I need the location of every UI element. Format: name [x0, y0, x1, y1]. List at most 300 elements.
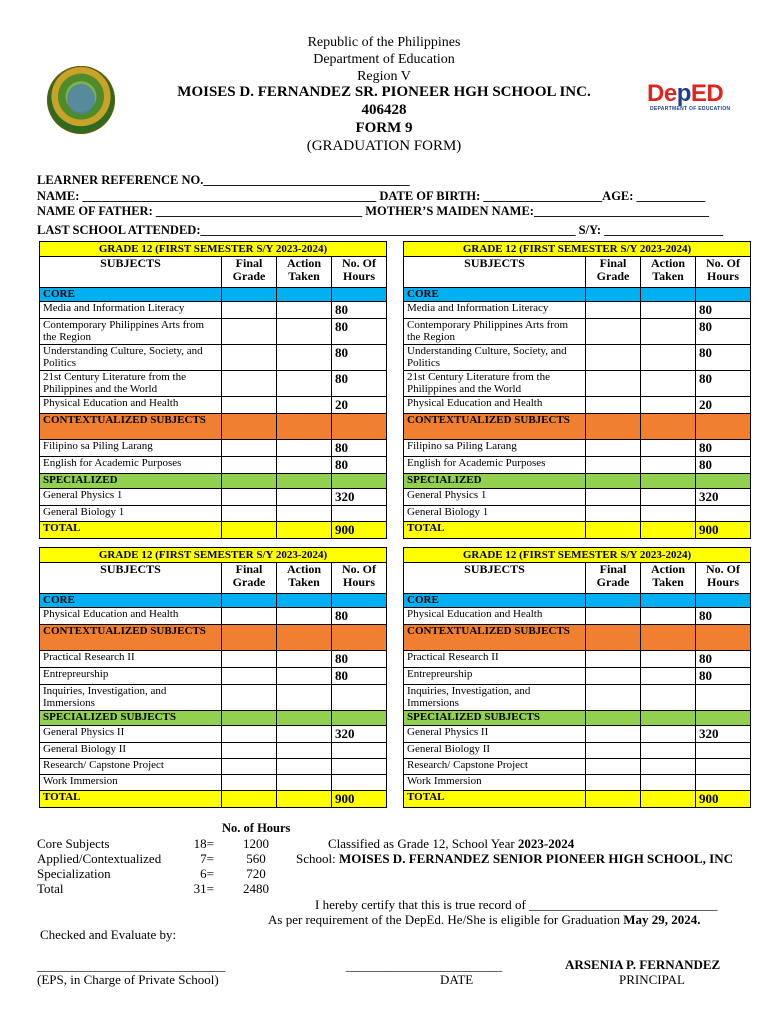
table-title: GRADE 12 (FIRST SEMESTER S/Y 2023-2024) — [40, 242, 387, 257]
subject-label: Inquiries, Investigation, and Immersions — [404, 685, 586, 711]
subject-label: Filipino sa Piling Larang — [404, 440, 586, 457]
final-grade-cell — [222, 759, 277, 775]
final-grade-cell — [586, 440, 641, 457]
grade-table-2 — [403, 241, 751, 539]
action-taken-cell — [277, 726, 332, 743]
subject-label: General Physics II — [404, 726, 586, 743]
subject-label: General Biology II — [40, 743, 222, 759]
principal-name: ARSENIA P. FERNANDEZ — [565, 957, 721, 972]
header-school-id: 406428 — [361, 102, 407, 118]
subject-label: CONTEXTUALIZED SUBJECTS — [404, 625, 586, 651]
section-row — [404, 474, 751, 489]
col-final-grade: Final Grade — [586, 257, 641, 288]
header-region: Region V — [357, 69, 411, 84]
action-taken-cell — [277, 302, 332, 319]
action-taken-cell — [277, 522, 332, 539]
subject-label: Research/ Capstone Project — [404, 759, 586, 775]
subject-row — [40, 506, 387, 522]
subject-row — [404, 651, 751, 668]
subject-label: Work Immersion — [404, 775, 586, 791]
section-row — [40, 474, 387, 489]
hours-cell — [696, 414, 751, 440]
hours-cell — [696, 288, 751, 302]
final-grade-cell — [222, 457, 277, 474]
final-grade-cell — [586, 791, 641, 808]
subject-row — [404, 440, 751, 457]
final-grade-cell — [222, 726, 277, 743]
subject-label: CONTEXTUALIZED SUBJECTS — [40, 414, 222, 440]
subject-row — [40, 397, 387, 414]
final-grade-cell — [222, 711, 277, 726]
subject-label: Physical Education and Health — [40, 397, 222, 414]
hours-cell: 80 — [696, 668, 751, 685]
final-grade-cell — [586, 775, 641, 791]
summary-label: Specialization — [37, 866, 111, 881]
action-taken-cell — [277, 457, 332, 474]
table-title: GRADE 12 (FIRST SEMESTER S/Y 2023-2024) — [404, 548, 751, 563]
final-grade-cell — [586, 288, 641, 302]
action-taken-cell — [277, 759, 332, 775]
final-grade-cell — [222, 319, 277, 345]
school-name-bold: MOISES D. FERNANDEZ SENIOR PIONEER HIGH SCHOOL, INC — [338, 851, 734, 866]
hours-cell — [332, 506, 387, 522]
section-row — [40, 711, 387, 726]
hours-cell — [332, 685, 387, 711]
action-taken-cell — [277, 440, 332, 457]
summary-label: Total — [37, 881, 64, 896]
action-taken-cell — [277, 608, 332, 625]
subject-label: SPECIALIZED SUBJECTS — [40, 711, 222, 726]
final-grade-cell — [222, 594, 277, 608]
header-form-title: FORM 9 — [355, 120, 413, 136]
classified-line — [328, 836, 574, 852]
section-row — [404, 625, 751, 651]
subject-row — [40, 608, 387, 625]
classified-prefix: Classified as Grade 12, School Year — [328, 836, 518, 851]
subject-row — [404, 397, 751, 414]
action-taken-cell — [641, 288, 696, 302]
col-subjects: SUBJECTS — [404, 563, 586, 594]
hours-cell — [696, 685, 751, 711]
action-taken-cell — [277, 625, 332, 651]
subject-label: Media and Information Literacy — [40, 302, 222, 319]
subject-row — [40, 440, 387, 457]
section-row — [404, 594, 751, 608]
action-taken-cell — [641, 668, 696, 685]
hours-cell: 80 — [332, 319, 387, 345]
total-row — [40, 522, 387, 539]
subject-label: General Biology II — [404, 743, 586, 759]
final-grade-cell — [222, 685, 277, 711]
final-grade-cell — [586, 345, 641, 371]
action-taken-cell — [641, 759, 696, 775]
action-taken-cell — [277, 319, 332, 345]
subject-label: SPECIALIZED — [40, 474, 222, 489]
subject-label: General Physics II — [40, 726, 222, 743]
hours-cell: 900 — [332, 522, 387, 539]
total-row — [404, 522, 751, 539]
father-name-field: NAME OF FATHER: _________________________________ MOTHER’S MAIDEN NAME:____________________________ — [37, 204, 709, 218]
hours-cell: 320 — [696, 726, 751, 743]
action-taken-cell — [641, 489, 696, 506]
summary-hours-header: No. of Hours — [222, 821, 291, 835]
action-taken-cell — [277, 791, 332, 808]
subject-row — [40, 345, 387, 371]
final-grade-cell — [222, 625, 277, 651]
graduation-date: May 29, 2024. — [623, 912, 701, 927]
action-taken-cell — [641, 474, 696, 489]
col-hours: No. Of Hours — [696, 563, 751, 594]
final-grade-cell — [586, 414, 641, 440]
col-hours: No. Of Hours — [696, 257, 751, 288]
action-taken-cell — [641, 457, 696, 474]
subject-label: Physical Education and Health — [404, 397, 586, 414]
final-grade-cell — [222, 397, 277, 414]
final-grade-cell — [222, 791, 277, 808]
subject-label: Entrepreurship — [40, 668, 222, 685]
hours-cell: 80 — [696, 440, 751, 457]
summary-hours: 720 — [246, 866, 266, 881]
table-title: GRADE 12 (FIRST SEMESTER S/Y 2023-2024) — [404, 242, 751, 257]
subject-label: CORE — [40, 288, 222, 302]
final-grade-cell — [222, 608, 277, 625]
subject-row — [40, 775, 387, 791]
subject-label: English for Academic Purposes — [40, 457, 222, 474]
subject-label: TOTAL — [40, 791, 222, 808]
final-grade-cell — [586, 397, 641, 414]
final-grade-cell — [222, 522, 277, 539]
action-taken-cell — [277, 371, 332, 397]
final-grade-cell — [222, 288, 277, 302]
col-final-grade: Final Grade — [586, 563, 641, 594]
subject-row — [40, 457, 387, 474]
subject-label: Contemporary Philippines Arts from the Region — [404, 319, 586, 345]
total-row — [404, 791, 751, 808]
final-grade-cell — [586, 726, 641, 743]
action-taken-cell — [641, 414, 696, 440]
subject-row — [40, 489, 387, 506]
hours-cell — [332, 414, 387, 440]
hours-cell: 80 — [696, 371, 751, 397]
classified-year: 2023-2024 — [517, 836, 575, 851]
hours-cell — [332, 594, 387, 608]
summary-label: Core Subjects — [37, 836, 110, 851]
hours-cell: 80 — [332, 345, 387, 371]
hours-cell: 320 — [332, 726, 387, 743]
action-taken-cell — [277, 489, 332, 506]
subject-row — [404, 759, 751, 775]
hours-cell — [332, 711, 387, 726]
final-grade-cell — [586, 319, 641, 345]
date-label: DATE — [440, 972, 474, 987]
subject-label: TOTAL — [404, 791, 586, 808]
hours-cell: 320 — [696, 489, 751, 506]
summary-hours: 560 — [246, 851, 266, 866]
subject-row — [404, 668, 751, 685]
subject-label: SPECIALIZED SUBJECTS — [404, 711, 586, 726]
school-line — [296, 851, 733, 867]
hours-cell: 80 — [332, 608, 387, 625]
col-final-grade: Final Grade — [222, 563, 277, 594]
section-row — [404, 288, 751, 302]
final-grade-cell — [222, 775, 277, 791]
deped-logo: DepED DEPARTMENT OF EDUCATION — [647, 80, 731, 112]
action-taken-cell — [641, 345, 696, 371]
hours-cell — [696, 711, 751, 726]
final-grade-cell — [586, 594, 641, 608]
hours-cell: 320 — [332, 489, 387, 506]
final-grade-cell — [586, 711, 641, 726]
hours-cell — [696, 594, 751, 608]
subject-row — [40, 743, 387, 759]
subject-label: Practical Research II — [404, 651, 586, 668]
final-grade-cell — [586, 651, 641, 668]
subject-label: General Physics 1 — [40, 489, 222, 506]
action-taken-cell — [641, 651, 696, 668]
summary-label: Applied/Contextualized — [37, 851, 162, 866]
final-grade-cell — [586, 759, 641, 775]
hours-cell: 80 — [696, 302, 751, 319]
certify-prefix: As per requirement of the DepEd. He/She is eligible for Graduation — [268, 912, 624, 927]
subject-label: English for Academic Purposes — [404, 457, 586, 474]
final-grade-cell — [586, 302, 641, 319]
subject-row — [40, 685, 387, 711]
section-row — [40, 594, 387, 608]
action-taken-cell — [277, 743, 332, 759]
action-taken-cell — [277, 668, 332, 685]
final-grade-cell — [586, 506, 641, 522]
summary-count: 6= — [200, 866, 214, 881]
hours-cell: 80 — [696, 345, 751, 371]
subject-label: Understanding Culture, Society, and Politics — [40, 345, 222, 371]
hours-cell: 80 — [332, 668, 387, 685]
action-taken-cell — [277, 685, 332, 711]
hours-cell — [696, 775, 751, 791]
subject-row — [40, 759, 387, 775]
final-grade-cell — [586, 457, 641, 474]
subject-label: Filipino sa Piling Larang — [40, 440, 222, 457]
action-taken-cell — [277, 474, 332, 489]
final-grade-cell — [222, 474, 277, 489]
subject-label: SPECIALIZED — [404, 474, 586, 489]
action-taken-cell — [641, 319, 696, 345]
hours-cell — [696, 759, 751, 775]
learner-name-field: NAME: _______________________________________________ DATE OF BIRTH: ___________________AGE: ___________ — [37, 189, 706, 203]
hours-cell: 80 — [332, 302, 387, 319]
subject-label: General Physics 1 — [404, 489, 586, 506]
subject-label: CONTEXTUALIZED SUBJECTS — [404, 414, 586, 440]
subject-row — [404, 489, 751, 506]
action-taken-cell — [641, 302, 696, 319]
col-subjects: SUBJECTS — [404, 257, 586, 288]
hours-cell: 80 — [332, 457, 387, 474]
action-taken-cell — [641, 711, 696, 726]
subject-row — [404, 685, 751, 711]
col-hours: No. Of Hours — [332, 563, 387, 594]
subject-label: Media and Information Literacy — [404, 302, 586, 319]
subject-row — [40, 319, 387, 345]
subject-row — [40, 651, 387, 668]
action-taken-cell — [641, 371, 696, 397]
hours-cell: 900 — [696, 522, 751, 539]
hours-cell: 80 — [332, 440, 387, 457]
learner-reference-field: LEARNER REFERENCE NO._________________________________ — [37, 173, 410, 187]
final-grade-cell — [586, 625, 641, 651]
final-grade-cell — [586, 743, 641, 759]
header-department: Department of Education — [313, 52, 455, 67]
hours-cell: 80 — [696, 319, 751, 345]
final-grade-cell — [222, 489, 277, 506]
subject-label: Research/ Capstone Project — [40, 759, 222, 775]
summary-count: 18= — [193, 836, 214, 851]
hours-cell: 80 — [332, 651, 387, 668]
subject-label: Practical Research II — [40, 651, 222, 668]
col-hours: No. Of Hours — [332, 257, 387, 288]
grade-table-4 — [403, 547, 751, 808]
col-action-taken: Action Taken — [641, 563, 696, 594]
hours-cell: 900 — [696, 791, 751, 808]
action-taken-cell — [641, 726, 696, 743]
action-taken-cell — [641, 685, 696, 711]
final-grade-cell — [222, 371, 277, 397]
subject-row — [40, 371, 387, 397]
action-taken-cell — [277, 345, 332, 371]
principal-title: PRINCIPAL — [619, 972, 685, 987]
subject-label: Physical Education and Health — [40, 608, 222, 625]
final-grade-cell — [222, 668, 277, 685]
action-taken-cell — [641, 594, 696, 608]
date-signature-line: ________________________ — [346, 958, 502, 973]
subject-label: CORE — [40, 594, 222, 608]
subject-row — [40, 302, 387, 319]
section-row — [404, 414, 751, 440]
eps-label: (EPS, in Charge of Private School) — [37, 972, 219, 987]
header-school-name: MOISES D. FERNANDEZ SR. PIONEER HGH SCHOOL INC. — [177, 84, 591, 100]
total-row — [40, 791, 387, 808]
subject-row — [404, 345, 751, 371]
action-taken-cell — [277, 397, 332, 414]
header-republic: Republic of the Philippines — [307, 35, 461, 50]
action-taken-cell — [641, 506, 696, 522]
final-grade-cell — [222, 651, 277, 668]
action-taken-cell — [277, 288, 332, 302]
action-taken-cell — [641, 625, 696, 651]
subject-label: TOTAL — [40, 522, 222, 539]
subject-row — [404, 457, 751, 474]
final-grade-cell — [222, 506, 277, 522]
subject-row — [404, 302, 751, 319]
subject-label: 21st Century Literature from the Philippines and the World — [40, 371, 222, 397]
action-taken-cell — [277, 506, 332, 522]
section-row — [40, 288, 387, 302]
subject-row — [404, 775, 751, 791]
subject-label: General Biology 1 — [40, 506, 222, 522]
hours-cell: 900 — [332, 791, 387, 808]
action-taken-cell — [641, 608, 696, 625]
action-taken-cell — [641, 775, 696, 791]
action-taken-cell — [277, 775, 332, 791]
summary-count: 31= — [193, 881, 214, 896]
final-grade-cell — [222, 440, 277, 457]
subject-label: CORE — [404, 594, 586, 608]
eps-signature-line: _____________________________ — [37, 958, 226, 973]
final-grade-cell — [222, 302, 277, 319]
col-action-taken: Action Taken — [277, 257, 332, 288]
subject-label: CONTEXTUALIZED SUBJECTS — [40, 625, 222, 651]
hours-cell — [332, 759, 387, 775]
action-taken-cell — [641, 743, 696, 759]
hours-cell: 20 — [332, 397, 387, 414]
hours-cell: 80 — [696, 608, 751, 625]
hours-cell — [332, 775, 387, 791]
certify-line-1: I hereby certify that this is true record of _____________________________ — [315, 897, 718, 912]
col-subjects: SUBJECTS — [40, 257, 222, 288]
final-grade-cell — [586, 489, 641, 506]
subject-label: 21st Century Literature from the Philippines and the World — [404, 371, 586, 397]
hours-cell — [696, 625, 751, 651]
final-grade-cell — [586, 608, 641, 625]
summary-count: 7= — [200, 851, 214, 866]
hours-cell — [696, 743, 751, 759]
subject-label: TOTAL — [404, 522, 586, 539]
col-subjects: SUBJECTS — [40, 563, 222, 594]
hours-cell: 80 — [696, 457, 751, 474]
hours-cell — [332, 625, 387, 651]
action-taken-cell — [277, 414, 332, 440]
final-grade-cell — [222, 743, 277, 759]
summary-hours: 1200 — [243, 836, 269, 851]
final-grade-cell — [222, 345, 277, 371]
grade-table-1 — [39, 241, 387, 539]
action-taken-cell — [277, 651, 332, 668]
grade-table-3 — [39, 547, 387, 808]
section-row — [40, 625, 387, 651]
col-final-grade: Final Grade — [222, 257, 277, 288]
final-grade-cell — [222, 414, 277, 440]
subject-row — [40, 726, 387, 743]
action-taken-cell — [277, 711, 332, 726]
subject-label: CORE — [404, 288, 586, 302]
final-grade-cell — [586, 685, 641, 711]
subject-row — [404, 726, 751, 743]
hours-cell: 80 — [696, 651, 751, 668]
hours-cell — [332, 743, 387, 759]
subject-row — [404, 743, 751, 759]
subject-row — [404, 319, 751, 345]
subject-label: Contemporary Philippines Arts from the Region — [40, 319, 222, 345]
final-grade-cell — [586, 522, 641, 539]
hours-cell — [696, 506, 751, 522]
subject-row — [404, 506, 751, 522]
subject-row — [404, 371, 751, 397]
subject-label: General Biology 1 — [404, 506, 586, 522]
header-form-subtitle: (GRADUATION FORM) — [306, 138, 462, 154]
section-row — [40, 414, 387, 440]
subject-label: Inquiries, Investigation, and Immersions — [40, 685, 222, 711]
action-taken-cell — [641, 791, 696, 808]
table-title: GRADE 12 (FIRST SEMESTER S/Y 2023-2024) — [40, 548, 387, 563]
action-taken-cell — [641, 522, 696, 539]
final-grade-cell — [586, 371, 641, 397]
hours-cell — [696, 474, 751, 489]
action-taken-cell — [277, 594, 332, 608]
hours-cell: 20 — [696, 397, 751, 414]
hours-cell: 80 — [332, 371, 387, 397]
subject-label: Work Immersion — [40, 775, 222, 791]
summary-hours: 2480 — [243, 881, 269, 896]
subject-row — [40, 668, 387, 685]
action-taken-cell — [641, 440, 696, 457]
